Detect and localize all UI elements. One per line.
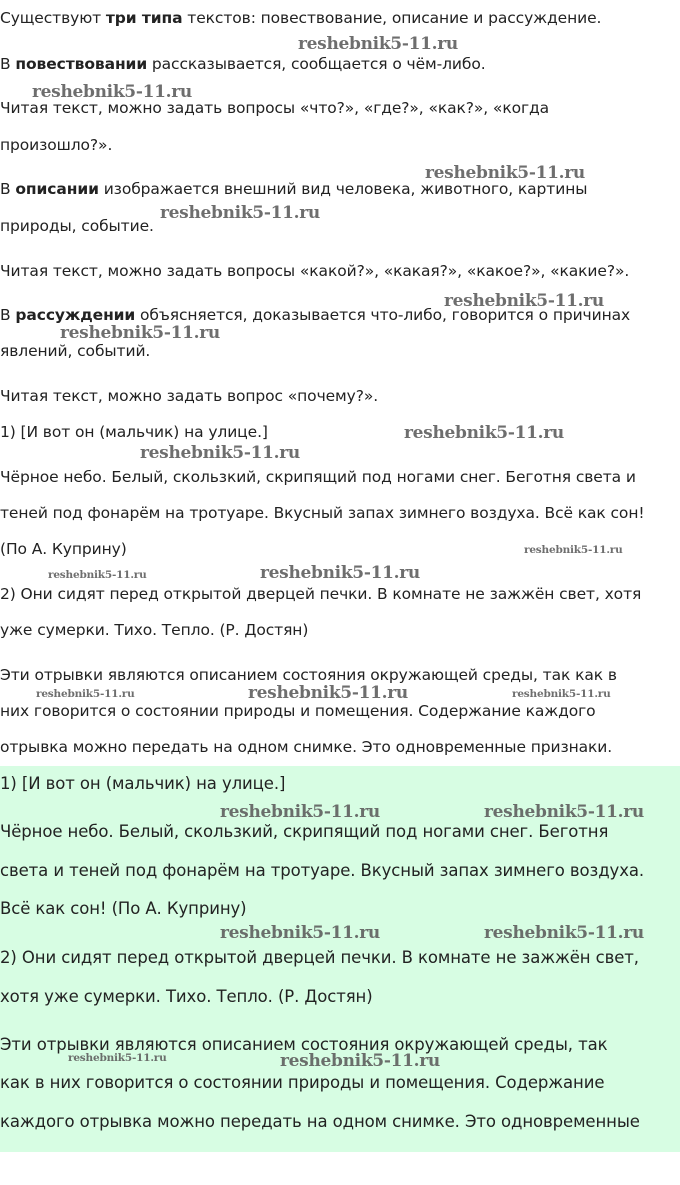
description-line-2: природы, событие. [0, 217, 154, 235]
narration-questions-line-1: Читая текст, можно задать вопросы «что?», «где?», «как?», «когда [0, 99, 550, 117]
watermark: reshebnik5-11.ru [48, 569, 147, 581]
watermark: reshebnik5-11.ru [220, 923, 380, 943]
conclusion-line-3: отрывка можно передать на одном снимке. Это одновременные признаки. [0, 738, 613, 756]
answer-conclusion-line-2: как в них говорится о состоянии природы и помещения. Содержание [0, 1073, 605, 1092]
description-questions: Читая текст, можно задать вопросы «какой?», «какая?», «какое?», «какие?». [0, 262, 630, 280]
example-2-line-2: уже сумерки. Тихо. Тепло. (Р. Достян) [0, 621, 309, 639]
answer-example-2-line-2: хотя уже сумерки. Тихо. Тепло. (Р. Достян) [0, 987, 373, 1006]
intro-paragraph-reasoning: В рассуждении объясняется, доказывается что-либо, говорится о причинах [0, 306, 631, 324]
watermark: reshebnik5-11.ru [524, 544, 623, 556]
watermark: reshebnik5-11.ru [512, 688, 611, 700]
conclusion-line-2: них говорится о состоянии природы и помещения. Содержание каждого [0, 702, 596, 720]
intro-paragraph-narration: В повествовании рассказывается, сообщается о чём-либо. [0, 55, 486, 73]
watermark: reshebnik5-11.ru [404, 423, 564, 443]
example-1-title: 1) [И вот он (мальчик) на улице.] [0, 423, 268, 441]
example-2-line-1: 2) Они сидят перед открытой дверцей печки. В комнате не зажжён свет, хотя [0, 585, 642, 603]
watermark: reshebnik5-11.ru [160, 203, 320, 223]
answer-example-1-line-2: света и теней под фонарём на тротуаре. Вкусный запах зимнего воздуха. [0, 861, 645, 880]
watermark: reshebnik5-11.ru [444, 291, 604, 311]
watermark: reshebnik5-11.ru [425, 163, 585, 183]
watermark: reshebnik5-11.ru [36, 688, 135, 700]
watermark: reshebnik5-11.ru [220, 802, 380, 822]
watermark: reshebnik5-11.ru [248, 683, 408, 703]
reasoning-line-2: явлений, событий. [0, 342, 151, 360]
intro-paragraph-types: Существуют три типа текстов: повествование, описание и рассуждение. [0, 9, 602, 27]
example-1-line-2: теней под фонарём на тротуаре. Вкусный запах зимнего воздуха. Всё как сон! [0, 504, 645, 522]
answer-conclusion-line-1: Эти отрывки являются описанием состояния окружающей среды, так [0, 1035, 608, 1054]
answer-conclusion-line-3: каждого отрывка можно передать на одном снимке. Это одновременные [0, 1112, 640, 1131]
watermark: reshebnik5-11.ru [298, 34, 458, 54]
answer-example-2-line-1: 2) Они сидят перед открытой дверцей печки. В комнате не зажжён свет, [0, 948, 639, 967]
watermark: reshebnik5-11.ru [260, 563, 420, 583]
example-1-line-1: Чёрное небо. Белый, скользкий, скрипящий под ногами снег. Беготня света и [0, 468, 636, 486]
example-1-source: (По А. Куприну) [0, 540, 127, 558]
conclusion-line-1: Эти отрывки являются описанием состояния окружающей среды, так как в [0, 666, 617, 684]
watermark: reshebnik5-11.ru [32, 82, 192, 102]
watermark: reshebnik5-11.ru [60, 323, 220, 343]
answer-example-1-title: 1) [И вот он (мальчик) на улице.] [0, 774, 286, 793]
watermark: reshebnik5-11.ru [484, 923, 644, 943]
watermark: reshebnik5-11.ru [140, 443, 300, 463]
answer-example-1-line-1: Чёрное небо. Белый, скользкий, скрипящий под ногами снег. Беготня [0, 822, 609, 841]
watermark: reshebnik5-11.ru [68, 1052, 167, 1064]
watermark: reshebnik5-11.ru [280, 1051, 440, 1071]
narration-questions-line-2: произошло?». [0, 136, 113, 154]
answer-example-1-line-3: Всё как сон! (По А. Куприну) [0, 899, 247, 918]
watermark: reshebnik5-11.ru [484, 802, 644, 822]
intro-paragraph-description: В описании изображается внешний вид человека, животного, картины [0, 180, 588, 198]
reasoning-question: Читая текст, можно задать вопрос «почему?». [0, 387, 379, 405]
